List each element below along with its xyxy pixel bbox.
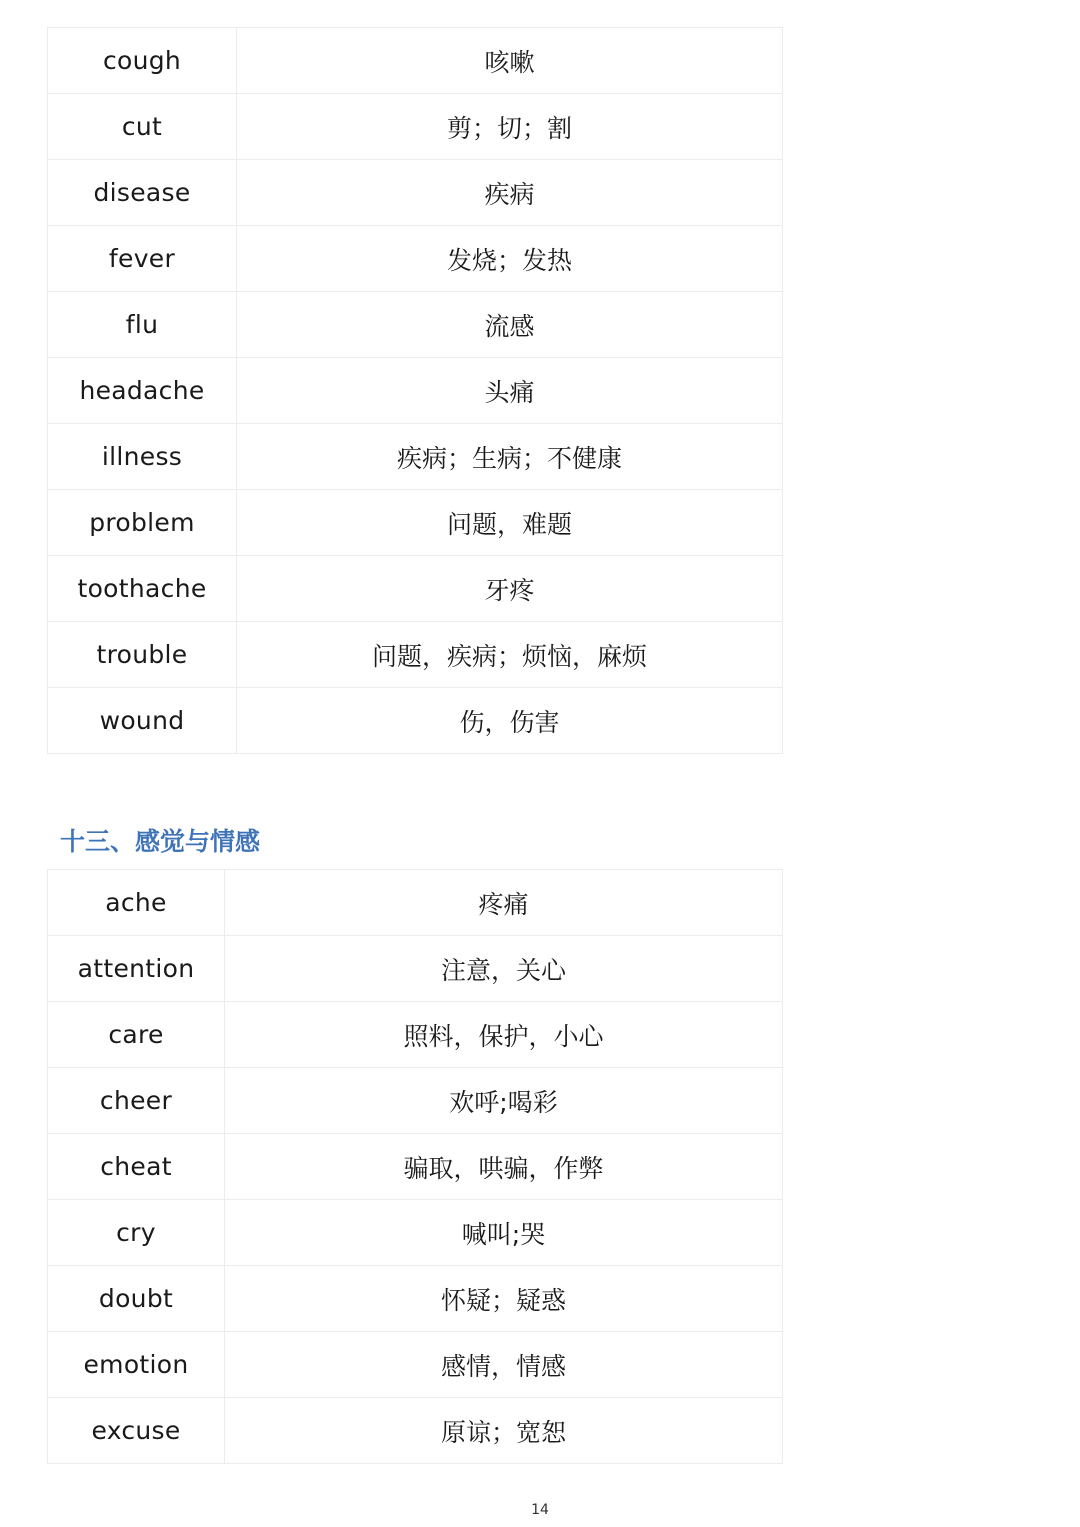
page-number: 14 xyxy=(531,1502,549,1518)
meaning-cell: 伤，伤害 xyxy=(237,688,783,754)
meaning-cell: 怀疑；疑惑 xyxy=(225,1266,783,1332)
word-cell: cut xyxy=(48,94,237,160)
table-row xyxy=(48,1068,783,1134)
meaning-cell: 骗取，哄骗，作弊 xyxy=(225,1134,783,1200)
meaning-cell: 发烧；发热 xyxy=(237,226,783,292)
table-row xyxy=(48,1134,783,1200)
meaning-cell: 问题，疾病；烦恼，麻烦 xyxy=(237,622,783,688)
word-cell: trouble xyxy=(48,622,237,688)
word-cell: illness xyxy=(48,424,237,490)
table-row xyxy=(48,358,783,424)
table-row xyxy=(48,688,783,754)
vocab-table-body xyxy=(48,870,783,1464)
meaning-cell: 流感 xyxy=(237,292,783,358)
table-row xyxy=(48,1002,783,1068)
meaning-cell: 疾病 xyxy=(237,160,783,226)
meaning-cell: 牙疼 xyxy=(237,556,783,622)
word-cell: emotion xyxy=(48,1332,225,1398)
word-cell: doubt xyxy=(48,1266,225,1332)
table-row xyxy=(48,1266,783,1332)
table-row xyxy=(48,424,783,490)
vocab-table-body xyxy=(48,28,783,754)
table-row xyxy=(48,556,783,622)
table-row xyxy=(48,28,783,94)
table-row xyxy=(48,490,783,556)
word-cell: headache xyxy=(48,358,237,424)
word-cell: cough xyxy=(48,28,237,94)
word-cell: cheer xyxy=(48,1068,225,1134)
word-cell: flu xyxy=(48,292,237,358)
table-row xyxy=(48,160,783,226)
word-cell: fever xyxy=(48,226,237,292)
word-cell: care xyxy=(48,1002,225,1068)
table-row xyxy=(48,226,783,292)
word-cell: ache xyxy=(48,870,225,936)
vocab-table-health xyxy=(47,27,783,754)
word-cell: cheat xyxy=(48,1134,225,1200)
table-row xyxy=(48,622,783,688)
section-heading: 十三、感觉与情感 xyxy=(60,827,261,856)
table-row xyxy=(48,94,783,160)
meaning-cell: 原谅；宽恕 xyxy=(225,1398,783,1464)
table-row xyxy=(48,1332,783,1398)
word-cell: problem xyxy=(48,490,237,556)
word-cell: toothache xyxy=(48,556,237,622)
meaning-cell: 照料，保护，小心 xyxy=(225,1002,783,1068)
word-cell: wound xyxy=(48,688,237,754)
word-cell: disease xyxy=(48,160,237,226)
table-row xyxy=(48,936,783,1002)
word-cell: cry xyxy=(48,1200,225,1266)
meaning-cell: 剪；切；割 xyxy=(237,94,783,160)
meaning-cell: 问题，难题 xyxy=(237,490,783,556)
table-row xyxy=(48,1398,783,1464)
word-cell: attention xyxy=(48,936,225,1002)
meaning-cell: 欢呼;喝彩 xyxy=(225,1068,783,1134)
table-row xyxy=(48,292,783,358)
table-row xyxy=(48,870,783,936)
meaning-cell: 疼痛 xyxy=(225,870,783,936)
vocab-table-feelings xyxy=(47,869,783,1464)
meaning-cell: 疾病；生病；不健康 xyxy=(237,424,783,490)
meaning-cell: 头痛 xyxy=(237,358,783,424)
meaning-cell: 注意，关心 xyxy=(225,936,783,1002)
meaning-cell: 感情，情感 xyxy=(225,1332,783,1398)
word-cell: excuse xyxy=(48,1398,225,1464)
meaning-cell: 咳嗽 xyxy=(237,28,783,94)
meaning-cell: 喊叫;哭 xyxy=(225,1200,783,1266)
table-row xyxy=(48,1200,783,1266)
